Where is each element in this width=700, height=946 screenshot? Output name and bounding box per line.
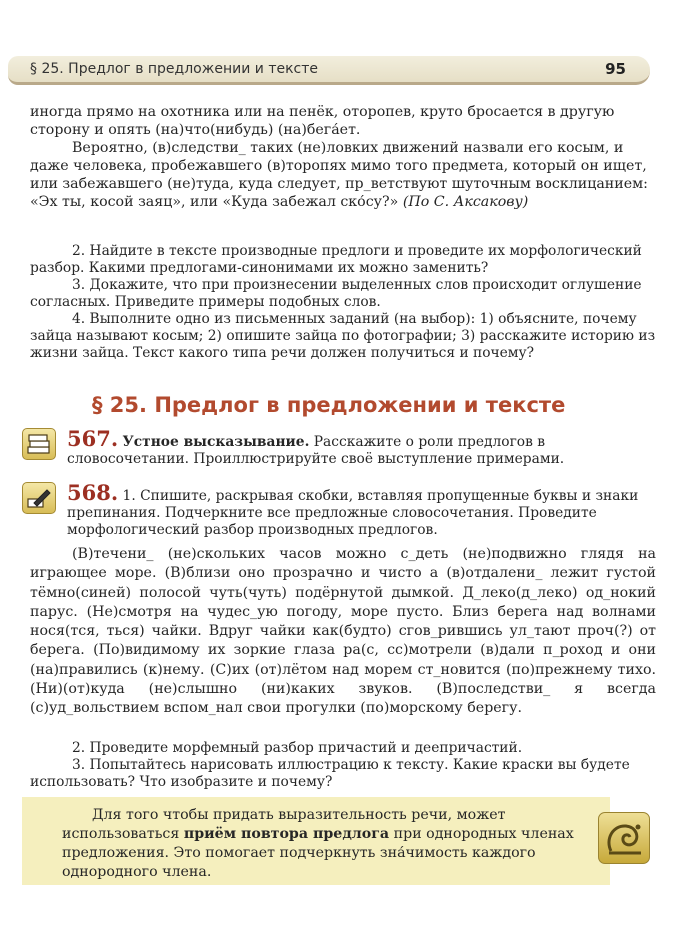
task-567-number: 567. <box>67 426 119 451</box>
intro-paragraph-2-text: Вероятно, (в)следстви_ таких (не)ловких движений назвали его косым, и даже человека, пробежавшего (в)торопях мимо того предмета, который он ищет, или забежавшего (не)туда, куда следует, пр_ветствуют шуточным восклицанием: «Эх ты, косой заяц», или «Куда забежал ско́су?» <box>30 140 648 210</box>
exercise-paragraph: (В)течени_ (не)скольких часов можно с_деть (не)подвижно глядя на играющее море. (В)близи оно прозрачно и чисто а (в)отдалени_ лежит густой тёмно(синей) полосой чуть(чуть) подёрнутой дымкой. Д_леко(д_леко) од_нокий парус. (Не)смотря на чудес_ую погоду, море пусто. Близ берега над волнами нося(тся, ться) чайки. Вдруг чайки как(будто) сгов_рившись ул_тают проч(?) от берега. (По)видимому их зоркие глаза ра(с, сс)мотрели (в)дали п_роход и они (на)правились (к)нему. (С)их (от)лётом над морем ст_новится (по)прежнему тихо. (Ни)(от)куда (не)слышно (ни)каких звуков. (В)последстви_ я всегда (с)уд_вольствием вспом_нал свои прогулки (по)морскому берегу. <box>30 546 656 717</box>
section-title: § 25. Предлог в предложении и тексте <box>92 393 566 417</box>
task-568-questions <box>30 740 658 791</box>
intro-paragraph-2 <box>30 139 658 211</box>
rule-text <box>62 806 608 882</box>
rule-text-after: при однородных членах предложения. Это помогает подчеркнуть зна́чимость каждого однородного члена. <box>62 826 574 880</box>
intro-paragraph-1: иногда прямо на охотника или на пенёк, оторопев, круто бросается в другую сторону и опять (на)что(нибудь) (на)бега́ет. <box>30 104 615 138</box>
intro-text <box>30 103 658 211</box>
task-568 <box>22 480 662 536</box>
pen-icon <box>22 482 56 514</box>
header-title: § 25. Предлог в предложении и тексте <box>30 61 319 77</box>
rule-text-bold: приём повтора предлога <box>183 826 390 842</box>
questions-list <box>30 243 658 362</box>
task-568-text <box>67 484 662 539</box>
task-568-number: 568. <box>67 480 119 505</box>
task-567 <box>22 426 662 466</box>
page-header <box>8 56 650 85</box>
task-567-text <box>67 430 662 468</box>
question-2: 2. Найдите в тексте производные предлоги и проведите их морфологический разбор. Какими предлогами-синонимами их можно заменить? <box>30 243 642 276</box>
task-567-instruction: Расскажите о роли предлогов в словосочетании. Проиллюстрируйте своё выступление примерами. <box>67 434 565 467</box>
task-568-question-2: 2. Проведите морфемный разбор причастий и деепричастий. <box>72 740 523 756</box>
snail-icon <box>598 812 650 864</box>
question-4: 4. Выполните одно из письменных заданий (на выбор): 1) объясните, почему зайца называют косым; 2) опишите зайца по фотографии; 3) расскажите историю из жизни зайца. Текст какого типа речи должен получиться и почему? <box>30 311 656 361</box>
page-number: 95 <box>605 60 626 78</box>
task-568-instruction: 1. Спишите, раскрывая скобки, вставляя пропущенные буквы и знаки препинания. Подчеркните все предложные словосочетания. Проведите морфологический разбор производных предлогов. <box>67 488 639 538</box>
books-icon <box>22 428 56 460</box>
question-3: 3. Докажите, что при произнесении выделенных слов происходит оглушение согласных. Приведите примеры подобных слов. <box>30 277 642 310</box>
rule-text-before: Для того чтобы придать выразительность речи, может использоваться <box>62 807 506 842</box>
task-568-question-3: 3. Попытайтесь нарисовать иллюстрацию к тексту. Какие краски вы будете использовать? Что изобразите и почему? <box>30 757 630 790</box>
exercise-text <box>30 545 656 719</box>
intro-source: (По С. Аксакову) <box>402 194 529 210</box>
task-567-lead: Устное высказывание. <box>122 434 310 450</box>
